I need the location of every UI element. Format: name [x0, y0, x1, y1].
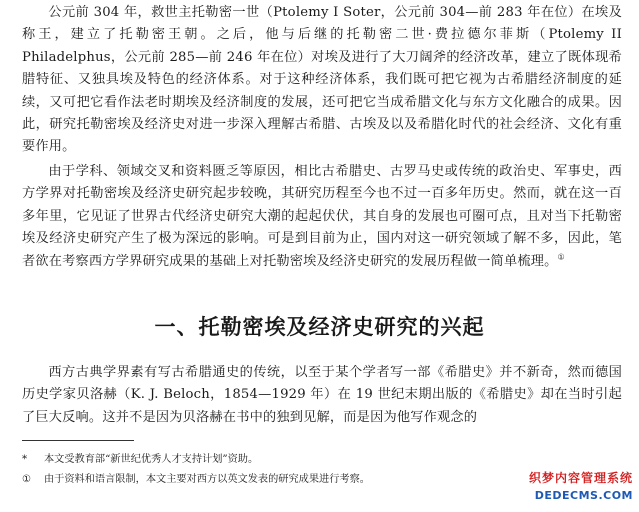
watermark-title: 织梦内容管理系统: [528, 471, 633, 485]
footnote-mark-asterisk: *: [22, 454, 28, 465]
watermark-url: DEDECMS.COM: [534, 489, 633, 502]
section-heading: 一、托勒密埃及经济史研究的兴起: [154, 314, 485, 339]
footnote-1-text: 由于资料和语言限制，本文主要对西方以英文发表的研究成果进行考察。: [44, 474, 370, 485]
watermark-logo: [515, 470, 633, 508]
footnote-divider: [22, 440, 134, 441]
footnote-funding-text: 本文受教育部“新世纪优秀人才支持计划”资助。: [44, 454, 259, 465]
paragraph-background-text: 由于学科、领域交叉和资料匮乏等原因，相比古希腊史、古罗马史或传统的政治史、军事史，西方学界对托勒密埃及经济史研究起步较晚，其研究历程至今也不过一百多年历史。然而，就在这一百多年里，它见证了世界古代经济史研究大潮的起起伏伏，其自身的发展也可圈可点，且对当下托勒密埃及经济史研究产生了极为深远的影响。可是到目前为止，国内对这一研究领域了解不多，因此，笔者欲在考察西方学界研究成果的基础上对托勒密埃及经济史研究的发展历程做一简单梳理。: [22, 164, 622, 269]
paragraph-background: [22, 161, 622, 273]
paragraph-section-1: 西方古典学界素有写古希腊通史的传统，以至于某个学者写一部《希腊史》并不新奇，然而德国历史学家贝洛赫（K. J. Beloch，1854—1929 年）在 19 世纪末期出版的《希腊史》却在当时引起了巨大反响。这并不是因为贝洛赫在书中的独到见解，而是因为他写作观念的: [22, 365, 622, 425]
paragraph-intro: 公元前 304 年，救世主托勒密一世（Ptolemy I Soter，公元前 304—前 283 年在位）在埃及称王，建立了托勒密王朝。之后，他与后继的托勒密二世·费拉德尔菲斯（Ptolemy II Philadelphus，公元前 285—前 246 年在位）对埃及进行了大刀阔斧的经济改革，建立了既体现希腊特征、又独具埃及特色的经济体系。对于这种经济体系，我们既可把它视为古希腊经济制度的延续，又可把它看作法老时期埃及经济制度的发展，还可把它当成希腊文化与东方文化融合的成果。因此，研究托勒密埃及经济史对进一步深入理解古希腊、古埃及以及希腊化时代的社会经济、文化有重要作用。: [22, 5, 622, 155]
footnote-mark-1: ①: [22, 474, 32, 485]
footnote-funding: [22, 453, 622, 467]
footnote-ref-1[interactable]: ①: [557, 252, 565, 262]
